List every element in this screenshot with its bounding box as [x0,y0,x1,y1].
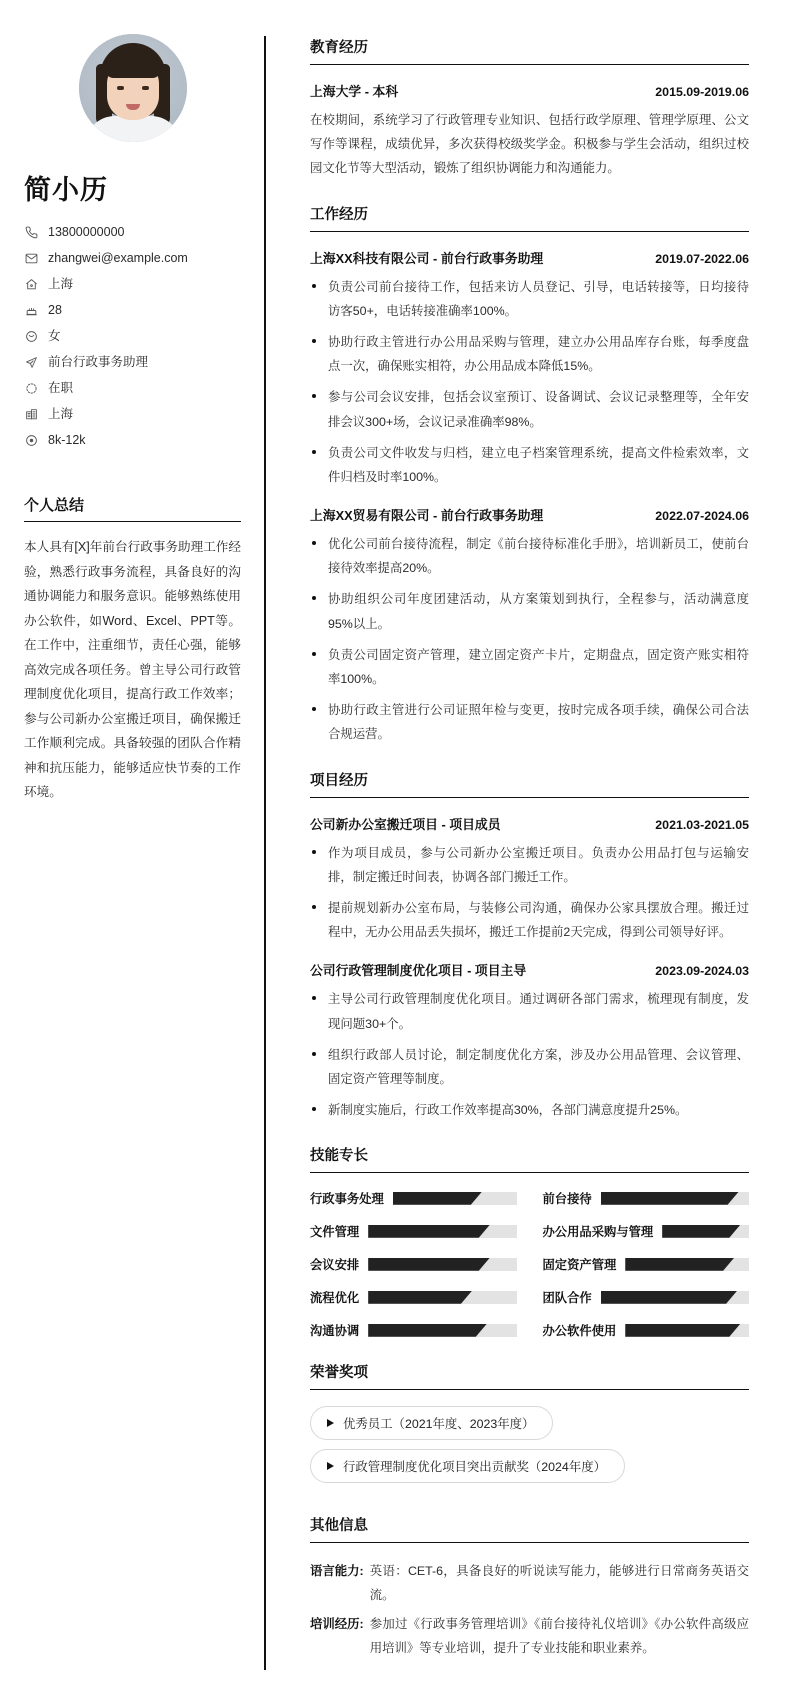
sidebar [0,0,265,1708]
section-title-other-info: 其他信息 [310,1514,749,1543]
project-entry [310,960,749,1122]
skill-row [310,1189,517,1207]
info-row [310,1612,749,1660]
contact-value-email: zhangwei@example.com [48,251,188,265]
skill-label: 固定资产管理 [542,1258,617,1273]
skill-row [543,1255,750,1273]
skill-row [543,1321,750,1339]
contact-value-status: 在职 [48,381,74,395]
info-value: 参加过《行政事务管理培训》《前台接待礼仪培训》《办公软件高级应用培训》等专业培训，提升了专业技能和职业素养。 [369,1616,749,1655]
entry-title: 公司行政管理制度优化项目 - 项目主导 [310,963,527,979]
home-icon [24,278,38,292]
skill-progress-fill [393,1192,482,1205]
skill-label: 会议安排 [310,1258,360,1273]
main-content [265,0,794,1708]
entry-description: 在校期间，系统学习了行政管理专业知识、包括行政学原理、管理学原理、公文写作等课程，成绩优异，多次获得校级奖学金。积极参与学生会活动，组织过校园文化节等大型活动，锻炼了组织协调能力和沟通能力。 [310,113,749,176]
skill-progress-track [368,1324,516,1337]
entry-title: 上海XX贸易有限公司 - 前台行政事务助理 [310,508,544,524]
contact-value-age: 28 [48,303,62,317]
skill-row [310,1321,517,1339]
bullet-list [310,841,749,945]
contact-item-location [24,277,241,292]
section-skills [310,1144,749,1339]
info-label: 语言能力: [310,1564,364,1579]
skill-label: 流程优化 [310,1291,360,1306]
skill-progress-fill [662,1225,740,1238]
award-label: 优秀员工（2021年度、2023年度） [343,1417,535,1432]
skill-label: 文件管理 [310,1225,360,1240]
list-item: 优化公司前台接待流程，制定《前台接待标准化手册》，培训新员工，使前台接待效率提高20%。 [310,532,749,580]
award-chip[interactable] [310,1406,553,1440]
award-row [310,1406,749,1449]
skill-progress-track [601,1291,749,1304]
info-row [310,1559,749,1607]
list-item: 协助行政主管进行公司证照年检与变更，按时完成各项手续，确保公司合法合规运营。 [310,698,749,746]
skill-label: 团队合作 [542,1291,592,1306]
skill-row [543,1189,750,1207]
skill-progress-track [368,1225,516,1238]
contact-value-location: 上海 [48,277,74,291]
contact-item-age [24,303,241,318]
list-item: 负责公司固定资产管理，建立固定资产卡片，定期盘点，固定资产账实相符率100%。 [310,643,749,691]
work-entry [310,505,749,747]
bullet-list [310,987,749,1122]
skill-progress-fill [368,1324,487,1337]
triangle-right-icon [327,1462,334,1470]
section-title-skills: 技能专长 [310,1144,749,1173]
skill-label: 行政事务处理 [310,1192,384,1207]
list-item: 新制度实施后，行政工作效率提高30%，各部门满意度提升25%。 [310,1098,749,1122]
contact-item-email [24,251,241,266]
contact-item-salary [24,433,241,448]
avatar-container [24,34,241,142]
section-title-education: 教育经历 [310,36,749,65]
skill-row [310,1222,517,1240]
salary-icon [24,434,38,448]
section-work [310,203,749,747]
section-title-projects: 项目经历 [310,769,749,798]
entry-header [310,505,749,524]
bullet-list [310,532,749,747]
contact-item-status [24,381,241,396]
section-title-work: 工作经历 [310,203,749,232]
entry-header [310,814,749,833]
skill-progress-fill [601,1192,739,1205]
skill-progress-track [393,1192,517,1205]
list-item: 组织行政部人员讨论，制定制度优化方案，涉及办公用品管理、会议管理、固定资产管理等制度。 [310,1043,749,1091]
entry-header [310,81,749,100]
column-divider [264,36,266,1670]
info-label: 培训经历: [310,1616,364,1631]
award-row [310,1449,749,1492]
envelope-icon [24,252,38,266]
section-education [310,36,749,181]
skill-progress-fill [601,1291,737,1304]
skill-progress-fill [625,1324,740,1337]
skill-row [310,1255,517,1273]
skill-row [310,1288,517,1306]
contact-item-gender [24,329,241,344]
skill-progress-track [625,1258,749,1271]
project-entry [310,814,749,945]
entry-title: 公司新办公室搬迁项目 - 项目成员 [310,816,501,832]
section-title-awards: 荣誉奖项 [310,1361,749,1390]
contact-item-phone [24,225,241,240]
list-item: 协助组织公司年度团建活动，从方案策划到执行，全程参与，活动满意度95%以上。 [310,587,749,635]
entry-title: 上海大学 - 本科 [310,84,399,99]
phone-icon [24,226,38,240]
gender-icon [24,330,38,344]
skill-progress-track [368,1291,516,1304]
education-entry [310,81,749,181]
list-item: 参与公司会议安排，包括会议室预订、设备调试、会议记录整理等，全年安排会议300+场，会议记录准确率98%。 [310,385,749,433]
bullet-list [310,275,749,490]
skill-label: 办公软件使用 [542,1324,617,1339]
skill-progress-track [625,1324,749,1337]
entry-date: 2019.07-2022.06 [655,251,749,266]
skill-progress-fill [625,1258,734,1271]
page-title: 简小历 [24,175,108,205]
skill-progress-fill [368,1225,490,1238]
entry-header [310,248,749,267]
contact-value-phone: 13800000000 [48,225,125,239]
section-awards [310,1361,749,1492]
skill-row [543,1288,750,1306]
contact-value-city: 上海 [48,407,74,421]
award-chip[interactable] [310,1449,625,1483]
contact-list [24,225,241,448]
entry-header [310,960,749,979]
skill-progress-track [662,1225,749,1238]
contact-item-city [24,407,241,422]
target-icon [24,356,38,370]
contact-value-gender: 女 [48,329,61,343]
entry-date: 2023.09-2024.03 [655,964,749,979]
building-icon [24,408,38,422]
contact-item-position [24,355,241,370]
skill-progress-fill [368,1291,472,1304]
summary-text: 本人具有[X]年前台行政事务助理工作经验，熟悉行政事务流程，具备良好的沟通协调能力和服务意识。能够熟练使用办公软件，如Word、Excel、PPT等。在工作中，注重细节，责任心强，能够高效完成各项任务。曾主导公司行政管理制度优化项目，提高行政工作效率；参与公司新办公室搬迁项目，确保搬迁工作顺利完成。具备较强的团队合作精神和抗压能力，能够适应快节奏的工作环境。 [24,540,241,800]
entry-date: 2022.07-2024.06 [655,509,749,524]
list-item: 协助行政主管进行办公用品采购与管理，建立办公用品库存台账，每季度盘点一次，确保账实相符，办公用品成本降低15%。 [310,330,749,378]
triangle-right-icon [327,1419,334,1427]
list-item: 提前规划新办公室布局，与装修公司沟通，确保办公家具摆放合理。搬迁过程中，无办公用品丢失损坏，搬迁工作提前2天完成，得到公司领导好评。 [310,896,749,944]
award-label: 行政管理制度优化项目突出贡献奖（2024年度） [343,1460,606,1475]
skill-label: 办公用品采购与管理 [542,1225,654,1240]
birthday-icon [24,304,38,318]
skill-row [543,1222,750,1240]
skill-progress-fill [368,1258,490,1271]
list-item: 作为项目成员，参与公司新办公室搬迁项目。负责办公用品打包与运输安排，制定搬迁时间表，协调各部门搬迁工作。 [310,841,749,889]
list-item: 主导公司行政管理制度优化项目。通过调研各部门需求，梳理现有制度，发现问题30+个。 [310,987,749,1035]
summary-section-title: 个人总结 [24,494,241,522]
section-other-info [310,1514,749,1660]
contact-value-salary: 8k-12k [48,433,86,447]
section-projects [310,769,749,1123]
list-item: 负责公司文件收发与归档，建立电子档案管理系统，提高文件检索效率，文件归档及时率100%。 [310,441,749,489]
skill-label: 前台接待 [542,1192,592,1207]
contact-value-position: 前台行政事务助理 [48,355,149,369]
list-item: 负责公司前台接待工作，包括来访人员登记、引导，电话转接等，日均接待访客50+，电话转接准确率100%。 [310,275,749,323]
work-entry [310,248,749,490]
info-value: 英语：CET-6，具备良好的听说读写能力，能够进行日常商务英语交流。 [369,1564,749,1603]
status-icon [24,382,38,396]
skill-progress-track [601,1192,749,1205]
entry-date: 2021.03-2021.05 [655,817,749,832]
skill-label: 沟通协调 [310,1324,360,1339]
entry-title: 上海XX科技有限公司 - 前台行政事务助理 [310,250,544,266]
skill-progress-track [368,1258,516,1271]
avatar [79,34,187,142]
skills-grid [310,1189,749,1339]
entry-date: 2015.09-2019.06 [655,85,749,99]
